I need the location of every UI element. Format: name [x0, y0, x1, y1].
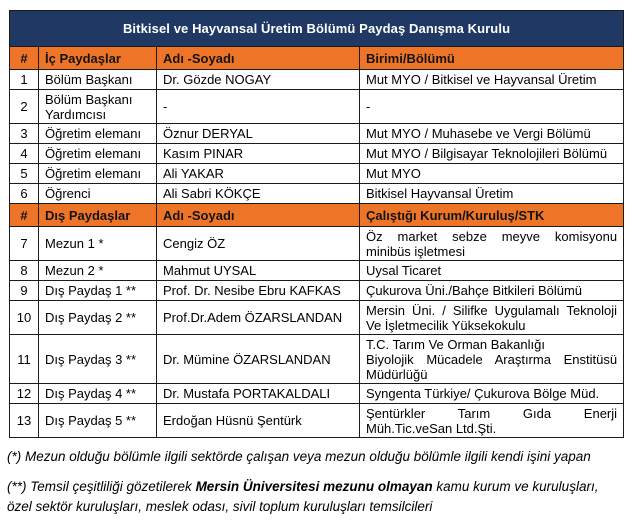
table-row: [10, 404, 624, 438]
row-number-cell: 3: [10, 124, 39, 144]
stakeholder-table: [9, 10, 624, 438]
row-number-cell: 8: [10, 261, 39, 281]
unit-cell: Mut MYO / Muhasebe ve Vergi Bölümü: [360, 124, 624, 144]
table-row: [10, 90, 624, 124]
table-row: [10, 164, 624, 184]
unit-cell: Mut MYO / Bitkisel ve Hayvansal Üretim: [360, 70, 624, 90]
row-number-cell: 1: [10, 70, 39, 90]
unit-cell: [360, 335, 624, 384]
col-header-unit: Birimi/Bölümü: [360, 47, 624, 70]
unit-cell: Çukurova Üni./Bahçe Bitkileri Bölümü: [360, 281, 624, 301]
name-cell: Mahmut UYSAL: [157, 261, 360, 281]
name-cell: Dr. Mustafa PORTAKALDALI: [157, 384, 360, 404]
col-header-num: #: [10, 47, 39, 70]
table-row: [10, 124, 624, 144]
table-row: [10, 184, 624, 204]
table-row: [10, 144, 624, 164]
unit-cell: Mut MYO: [360, 164, 624, 184]
unit-line: Ve İşletmecilik Yüksekokulu: [366, 317, 526, 333]
unit-cell: Mut MYO / Bilgisayar Teknolojileri Bölümü: [360, 144, 624, 164]
table-row: [10, 261, 624, 281]
unit-cell: [360, 227, 624, 261]
row-number-cell: 12: [10, 384, 39, 404]
table-row: [10, 301, 624, 335]
role-cell: Mezun 2 *: [39, 261, 157, 281]
external-header-row: [10, 204, 624, 227]
col-header-name: Adı -Soyadı: [157, 204, 360, 227]
name-cell: Ali Sabri KÖKÇE: [157, 184, 360, 204]
internal-header-row: [10, 47, 624, 70]
unit-line: Mersin Üni. / Silifke Uygulamalı Teknoloji: [366, 302, 618, 318]
unit-line: Müdürlüğü: [366, 366, 428, 382]
row-number-cell: 6: [10, 184, 39, 204]
unit-line: Müh.Tic.veSan Ltd.Şti.: [366, 420, 497, 436]
row-number-cell: 7: [10, 227, 39, 261]
table-title: Bitkisel ve Hayvansal Üretim Bölümü Paydaş Danışma Kurulu: [10, 11, 624, 47]
role-cell: Bölüm Başkanı Yardımcısı: [39, 90, 157, 124]
name-cell: Cengiz ÖZ: [157, 227, 360, 261]
table-row: [10, 384, 624, 404]
unit-cell: Bitkisel Hayvansal Üretim: [360, 184, 624, 204]
table-row: [10, 227, 624, 261]
name-cell: Dr. Mümine ÖZARSLANDAN: [157, 335, 360, 384]
name-cell: Prof.Dr.Adem ÖZARSLANDAN: [157, 301, 360, 335]
title-row: [10, 11, 624, 47]
unit-line: T.C. Tarım Ve Orman Bakanlığı: [366, 336, 545, 352]
row-number-cell: 10: [10, 301, 39, 335]
footnote-text: kamu kurum ve kuruluşları, özel sektör kuruluşları, meslek odası, sivil toplum kuruluşları temsilcileri: [7, 479, 599, 514]
role-cell: Öğretim elemanı: [39, 164, 157, 184]
row-number-cell: 13: [10, 404, 39, 438]
footnote-bold-phrase: Mersin Üniversitesi mezunu olmayan: [195, 479, 433, 494]
name-cell: Prof. Dr. Nesibe Ebru KAFKAS: [157, 281, 360, 301]
name-cell: Ali YAKAR: [157, 164, 360, 184]
role-cell: Dış Paydaş 4 **: [39, 384, 157, 404]
role-cell: Dış Paydaş 5 **: [39, 404, 157, 438]
role-cell: Dış Paydaş 3 **: [39, 335, 157, 384]
table-row: [10, 335, 624, 384]
unit-line: Öz market sebze meyve komisyonu: [366, 228, 618, 244]
col-header-num: #: [10, 204, 39, 227]
unit-cell: Syngenta Türkiye/ Çukurova Bölge Müd.: [360, 384, 624, 404]
name-cell: Öznur DERYAL: [157, 124, 360, 144]
name-cell: -: [157, 90, 360, 124]
name-cell: Kasım PINAR: [157, 144, 360, 164]
table-row: [10, 281, 624, 301]
row-number-cell: 5: [10, 164, 39, 184]
unit-cell: Uysal Ticaret: [360, 261, 624, 281]
unit-cell: -: [360, 90, 624, 124]
footnote-asterisk: (*) Mezun olduğu bölümle ilgili sektörde çalışan veya mezun olduğu bölümle ilgili kendi işini yapan: [7, 449, 591, 464]
col-header-unit: Çalıştığı Kurum/Kuruluş/STK: [360, 204, 624, 227]
name-cell: Erdoğan Hüsnü Şentürk: [157, 404, 360, 438]
unit-cell: [360, 404, 624, 438]
unit-cell: [360, 301, 624, 335]
col-header-name: Adı -Soyadı: [157, 47, 360, 70]
row-number-cell: 9: [10, 281, 39, 301]
footnote-double-asterisk: [7, 477, 625, 517]
name-cell: Dr. Gözde NOGAY: [157, 70, 360, 90]
unit-line: minibüs işletmesi: [366, 243, 465, 259]
role-cell: Öğrenci: [39, 184, 157, 204]
role-cell: Öğretim elemanı: [39, 144, 157, 164]
role-cell: Öğretim elemanı: [39, 124, 157, 144]
col-header-internal-stakeholder: İç Paydaşlar: [39, 47, 157, 70]
role-cell: Dış Paydaş 1 **: [39, 281, 157, 301]
footnote-text: (**) Temsil çeşitliliği gözetilerek: [7, 479, 196, 494]
unit-line: Biyolojik Mücadele Araştırma Enstitüsü: [366, 351, 618, 367]
row-number-cell: 2: [10, 90, 39, 124]
row-number-cell: 11: [10, 335, 39, 384]
unit-line: Şentürkler Tarım Gıda Enerji: [366, 405, 618, 421]
role-cell: Bölüm Başkanı: [39, 70, 157, 90]
role-cell: Mezun 1 *: [39, 227, 157, 261]
table-row: [10, 70, 624, 90]
row-number-cell: 4: [10, 144, 39, 164]
role-cell: Dış Paydaş 2 **: [39, 301, 157, 335]
col-header-external-stakeholder: Dış Paydaşlar: [39, 204, 157, 227]
